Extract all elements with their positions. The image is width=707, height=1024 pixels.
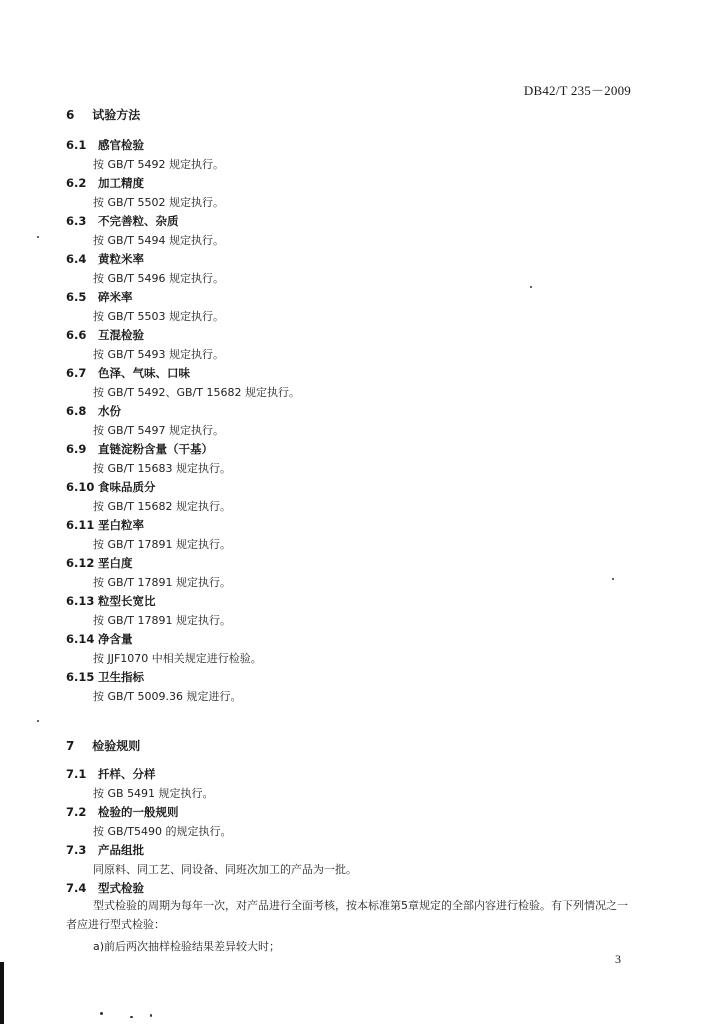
item-6-14-head: 6.14 净含量 — [66, 632, 133, 646]
page-number: 3 — [615, 952, 621, 966]
item-6-8-head: 6.8 水份 — [66, 404, 121, 418]
item-7-1-body: 按 GB 5491 规定执行。 — [93, 787, 214, 800]
item-6-13-head: 6.13 粒型长宽比 — [66, 594, 156, 608]
item-6-11-head: 6.11 垩白粒率 — [66, 518, 144, 532]
item-6-7-body: 按 GB/T 5492、GB/T 15682 规定执行。 — [93, 386, 300, 399]
item-6-3-body: 按 GB/T 5494 规定执行。 — [93, 234, 224, 247]
scan-speck — [37, 720, 39, 722]
item-7-3-head: 7.3 产品组批 — [66, 843, 144, 857]
item-6-10-body: 按 GB/T 15682 规定执行。 — [93, 500, 231, 513]
item-6-10-head: 6.10 食味品质分 — [66, 480, 156, 494]
item-6-11-body: 按 GB/T 17891 规定执行。 — [93, 538, 231, 551]
section-heading: 检验规则 — [92, 739, 141, 753]
item-6-2-head: 6.2 加工精度 — [66, 176, 144, 190]
scan-edge-mark — [0, 962, 4, 1024]
item-6-3-head: 6.3 不完善粒、杂质 — [66, 214, 179, 228]
item-7-2-body: 按 GB/T5490 的规定执行。 — [93, 825, 232, 838]
section-number: 7 — [66, 739, 75, 753]
item-6-13-body: 按 GB/T 17891 规定执行。 — [93, 614, 231, 627]
item-6-12-head: 6.12 垩白度 — [66, 556, 133, 570]
item-6-9-head: 6.9 直链淀粉含量（干基） — [66, 442, 213, 456]
item-6-1-head: 6.1 感官检验 — [66, 138, 144, 152]
item-6-2-body: 按 GB/T 5502 规定执行。 — [93, 196, 224, 209]
item-6-7-head: 6.7 色泽、气味、口味 — [66, 366, 190, 380]
section-7-title — [66, 737, 140, 754]
scan-speck — [150, 1014, 152, 1017]
item-7-1-head: 7.1 扦样、分样 — [66, 767, 156, 781]
type-inspection-paragraph: 型式检验的周期为每年一次，对产品进行全面考核，按本标准第5章规定的全部内容进行检验。有下列情况之一者应进行型式检验： — [66, 899, 628, 931]
scan-speck — [612, 578, 614, 580]
section-6-title — [66, 106, 140, 123]
type-inspection-condition-a: a)前后两次抽样检验结果差异较大时； — [93, 940, 281, 953]
item-7-2-head: 7.2 检验的一般规则 — [66, 805, 179, 819]
item-6-14-body: 按 JJF1070 中相关规定进行检验。 — [93, 652, 262, 665]
item-6-1-body: 按 GB/T 5492 规定执行。 — [93, 158, 224, 171]
scan-speck — [530, 286, 532, 288]
item-6-5-body: 按 GB/T 5503 规定执行。 — [93, 310, 224, 323]
item-6-5-head: 6.5 碎米率 — [66, 290, 133, 304]
item-6-4-body: 按 GB/T 5496 规定执行。 — [93, 272, 224, 285]
item-6-4-head: 6.4 黄粒米率 — [66, 252, 144, 266]
scan-speck — [37, 236, 39, 238]
item-6-6-head: 6.6 互混检验 — [66, 328, 144, 342]
scan-speck — [130, 1016, 133, 1018]
item-6-9-body: 按 GB/T 15683 规定执行。 — [93, 462, 231, 475]
item-6-6-body: 按 GB/T 5493 规定执行。 — [93, 348, 224, 361]
item-7-4-head: 7.4 型式检验 — [66, 881, 144, 895]
section-heading: 试验方法 — [92, 108, 141, 122]
scan-speck — [100, 1012, 103, 1015]
item-6-12-body: 按 GB/T 17891 规定执行。 — [93, 576, 231, 589]
document-code: DB42/T 235－2009 — [523, 83, 631, 98]
item-6-15-head: 6.15 卫生指标 — [66, 670, 144, 684]
item-6-15-body: 按 GB/T 5009.36 规定进行。 — [93, 690, 242, 703]
item-6-8-body: 按 GB/T 5497 规定执行。 — [93, 424, 224, 437]
item-7-3-body: 同原料、同工艺、同设备、同班次加工的产品为一批。 — [93, 863, 357, 876]
section-number: 6 — [66, 108, 75, 122]
